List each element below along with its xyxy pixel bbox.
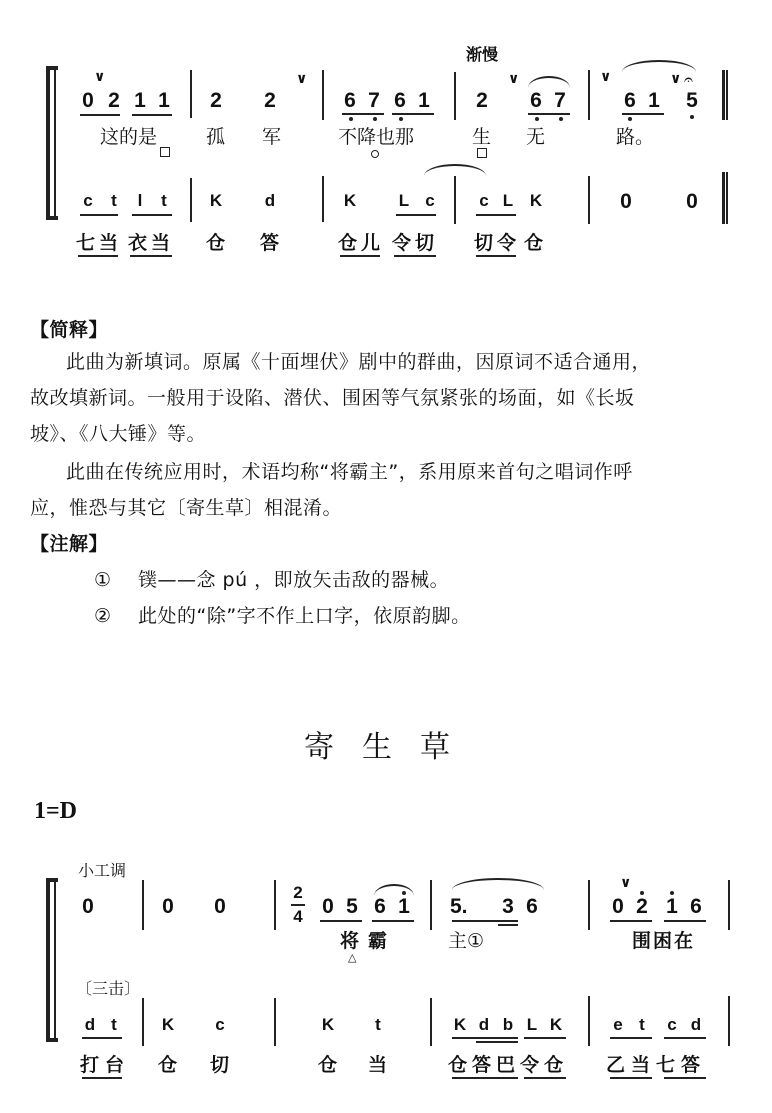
beam: [498, 924, 518, 926]
syllable: 仓: [524, 232, 544, 254]
underline: [452, 1077, 518, 1079]
perc-symbol: t: [111, 191, 117, 210]
barline: [142, 998, 144, 1046]
underline: [610, 1077, 652, 1079]
staff-brace: [46, 880, 56, 1040]
note: 1: [666, 895, 678, 918]
note: 7: [554, 89, 566, 112]
paragraph-line: 此曲在传统应用时，术语均称“将霸主”，系用原来首句之唱词作呼: [66, 461, 633, 483]
perc-symbol: d: [478, 1015, 490, 1034]
beam: [622, 113, 664, 115]
perc-symbol: L: [502, 191, 514, 210]
beam: [82, 1037, 122, 1039]
note: 5.: [450, 895, 468, 918]
underline: [394, 255, 436, 257]
paragraph-line: 应，惟恐与其它〔寄生草〕相混淆。: [30, 497, 343, 519]
brace-cap-bottom: [46, 216, 58, 220]
annotation-marker: ②: [94, 605, 112, 627]
note: 1: [158, 89, 170, 112]
note: 2: [210, 89, 222, 112]
underline: [130, 255, 172, 257]
syllable: 仓儿: [338, 232, 385, 254]
perc-symbol: c: [83, 191, 93, 210]
lyric: 路。: [616, 126, 655, 148]
fermata-icon: 𝄐: [684, 70, 693, 89]
syllable: 七当: [76, 232, 123, 254]
beam: [524, 1037, 566, 1039]
lyric: 不降也那: [338, 126, 415, 148]
beam: [372, 920, 414, 922]
note: 6: [624, 89, 636, 112]
barline: [190, 178, 192, 222]
breath-mark-icon: ∨: [670, 71, 682, 87]
time-signature-bottom: 4: [293, 907, 303, 926]
section-heading-brief: 【简释】: [30, 319, 109, 341]
syllable: 切令: [474, 232, 521, 254]
barline: [430, 998, 432, 1046]
piece-title: 寄生草: [304, 730, 478, 765]
lyric: 将: [340, 930, 360, 952]
barline: [274, 880, 276, 930]
beam: [132, 114, 172, 116]
beam: [452, 1037, 518, 1039]
perc-symbol: c: [667, 1015, 677, 1034]
annotation-text: 镤——念 pú ，即放矢击敌的器械。: [138, 569, 450, 591]
barline: [728, 880, 730, 930]
perc-symbol: d: [690, 1015, 702, 1034]
perc-symbol: l: [137, 191, 143, 210]
barline: [142, 880, 144, 930]
syllable: 仓: [158, 1054, 178, 1076]
brace-cap-top: [46, 66, 58, 70]
triangle-mark-icon: △: [348, 951, 357, 964]
note: 1: [398, 895, 410, 918]
beam: [342, 113, 384, 115]
note: 3: [502, 895, 514, 918]
note: 1: [134, 89, 146, 112]
perc-symbol: K: [529, 191, 543, 210]
syllable: 答: [260, 232, 280, 254]
syllable: 当: [368, 1054, 388, 1076]
breath-mark-icon: ∨: [508, 71, 520, 87]
note: 2: [264, 89, 276, 112]
perc-symbol: c: [425, 191, 435, 210]
lyric: 孤: [206, 126, 226, 148]
perc-symbol: d: [264, 191, 276, 210]
perc-symbol: t: [111, 1015, 117, 1034]
underline: [340, 255, 380, 257]
perc-symbol: c: [479, 191, 489, 210]
barline: [588, 176, 590, 224]
barline: [728, 996, 730, 1046]
beam: [610, 1037, 652, 1039]
time-signature-top: 2: [293, 883, 303, 902]
underline: [524, 1077, 566, 1079]
upper-mouth-mark-icon: [477, 148, 487, 158]
percussion-label: 〔三击〕: [76, 979, 141, 998]
syllable: 仓答巴令仓: [448, 1054, 569, 1076]
rest: 0: [82, 895, 94, 918]
perc-symbol: b: [502, 1015, 514, 1034]
beam: [664, 1037, 706, 1039]
perc-symbol: K: [321, 1015, 335, 1034]
breath-mark-icon: ∨: [600, 69, 612, 85]
beam: [664, 920, 706, 922]
beam: [132, 214, 172, 216]
perc-symbol: K: [453, 1015, 467, 1034]
syllable: 打台: [80, 1054, 131, 1076]
key-signature: 1=D: [34, 798, 78, 824]
perc-symbol: t: [639, 1015, 645, 1034]
brace-cap-top: [46, 878, 58, 882]
breath-mark-icon: ∨: [94, 69, 106, 85]
staff-brace: [46, 68, 56, 218]
syllable: 切: [210, 1054, 230, 1076]
perc-symbol: c: [215, 1015, 225, 1034]
barline: [430, 880, 432, 930]
beam: [320, 920, 362, 922]
beam: [396, 214, 436, 216]
underline: [664, 1077, 706, 1079]
rest: 0: [162, 895, 174, 918]
paragraph-line: 故改填新词。一般用于设陷、潜伏、围困等气氛紧张的场面，如《长坂: [30, 387, 635, 409]
note: 7: [368, 89, 380, 112]
syllable: 仓: [318, 1054, 338, 1076]
note: 2: [108, 89, 120, 112]
slur: [452, 878, 544, 890]
low-octave-dot: [535, 117, 539, 121]
tempo-marking: 渐慢: [466, 45, 499, 64]
perc-symbol: L: [398, 191, 410, 210]
beam: [610, 920, 652, 922]
brace-cap-bottom: [46, 1038, 58, 1042]
barline: [454, 176, 456, 224]
note: 0: [612, 895, 624, 918]
perc-symbol: K: [549, 1015, 563, 1034]
rest: 0: [620, 190, 632, 213]
beam: [80, 214, 118, 216]
lyric: 这的是: [100, 126, 158, 148]
final-barline: [722, 70, 728, 120]
mode-label: 小工调: [78, 861, 127, 880]
perc-symbol: L: [526, 1015, 538, 1034]
low-octave-dot: [373, 117, 377, 121]
note: 0: [82, 89, 94, 112]
ring-mark-icon: [371, 150, 379, 158]
lyric: 主①: [448, 930, 485, 952]
syllable: 令切: [392, 232, 439, 254]
beam: [476, 1041, 518, 1043]
lyric: 围困在: [632, 930, 696, 952]
note: 2: [476, 89, 488, 112]
lyric: 生: [472, 126, 492, 148]
barline: [588, 996, 590, 1046]
note: 6: [526, 895, 538, 918]
note: 1: [648, 89, 660, 112]
low-octave-dot: [628, 117, 632, 121]
syllable: 仓: [206, 232, 226, 254]
lyric: 霸: [368, 930, 388, 952]
note: 0: [322, 895, 334, 918]
paragraph-line: 坡》、《八大锤》等。: [30, 423, 207, 445]
barline: [588, 880, 590, 930]
beam: [80, 114, 120, 116]
perc-symbol: t: [375, 1015, 381, 1034]
low-octave-dot: [399, 117, 403, 121]
section-heading-annotations: 【注解】: [30, 533, 109, 555]
underline: [82, 1077, 122, 1079]
beam: [392, 113, 434, 115]
underline: [78, 255, 118, 257]
low-octave-dot: [559, 117, 563, 121]
lyric: 无: [526, 126, 546, 148]
note: 5: [346, 895, 358, 918]
breath-mark-icon: ∨: [296, 71, 308, 87]
perc-symbol: t: [161, 191, 167, 210]
barline: [322, 70, 324, 120]
breath-mark-icon: ∨: [620, 875, 632, 891]
perc-symbol: K: [161, 1015, 175, 1034]
barline: [454, 72, 456, 120]
note: 6: [374, 895, 386, 918]
slur: [424, 164, 486, 176]
rest: 0: [686, 190, 698, 213]
paragraph-line: 此曲为新填词。原属《十面埋伏》剧中的群曲，因原词不适合通用，: [66, 351, 652, 373]
note: 6: [690, 895, 702, 918]
annotation-marker: ①: [94, 569, 112, 591]
upper-mouth-mark-icon: [160, 147, 170, 157]
slur: [528, 76, 570, 88]
final-barline: [722, 172, 728, 224]
low-octave-dot: [690, 115, 694, 119]
syllable: 乙当七答: [606, 1054, 707, 1076]
perc-symbol: K: [209, 191, 223, 210]
barline: [274, 998, 276, 1046]
perc-symbol: d: [84, 1015, 96, 1034]
lyric: 军: [262, 126, 282, 148]
beam: [528, 113, 570, 115]
note: 6: [344, 89, 356, 112]
beam: [452, 920, 518, 922]
barline: [322, 176, 324, 222]
note: 2: [636, 895, 648, 918]
perc-symbol: e: [613, 1015, 623, 1034]
underline: [476, 255, 516, 257]
note: 5: [686, 89, 698, 112]
note: 6: [394, 89, 406, 112]
annotation-text: 此处的“除”字不作上口字，依原韵脚。: [138, 605, 471, 627]
low-octave-dot: [349, 117, 353, 121]
syllable: 衣当: [128, 232, 175, 254]
beam: [476, 214, 516, 216]
perc-symbol: K: [343, 191, 357, 210]
barline: [588, 70, 590, 120]
barline: [190, 70, 192, 118]
note: 1: [418, 89, 430, 112]
rest: 0: [214, 895, 226, 918]
note: 6: [530, 89, 542, 112]
